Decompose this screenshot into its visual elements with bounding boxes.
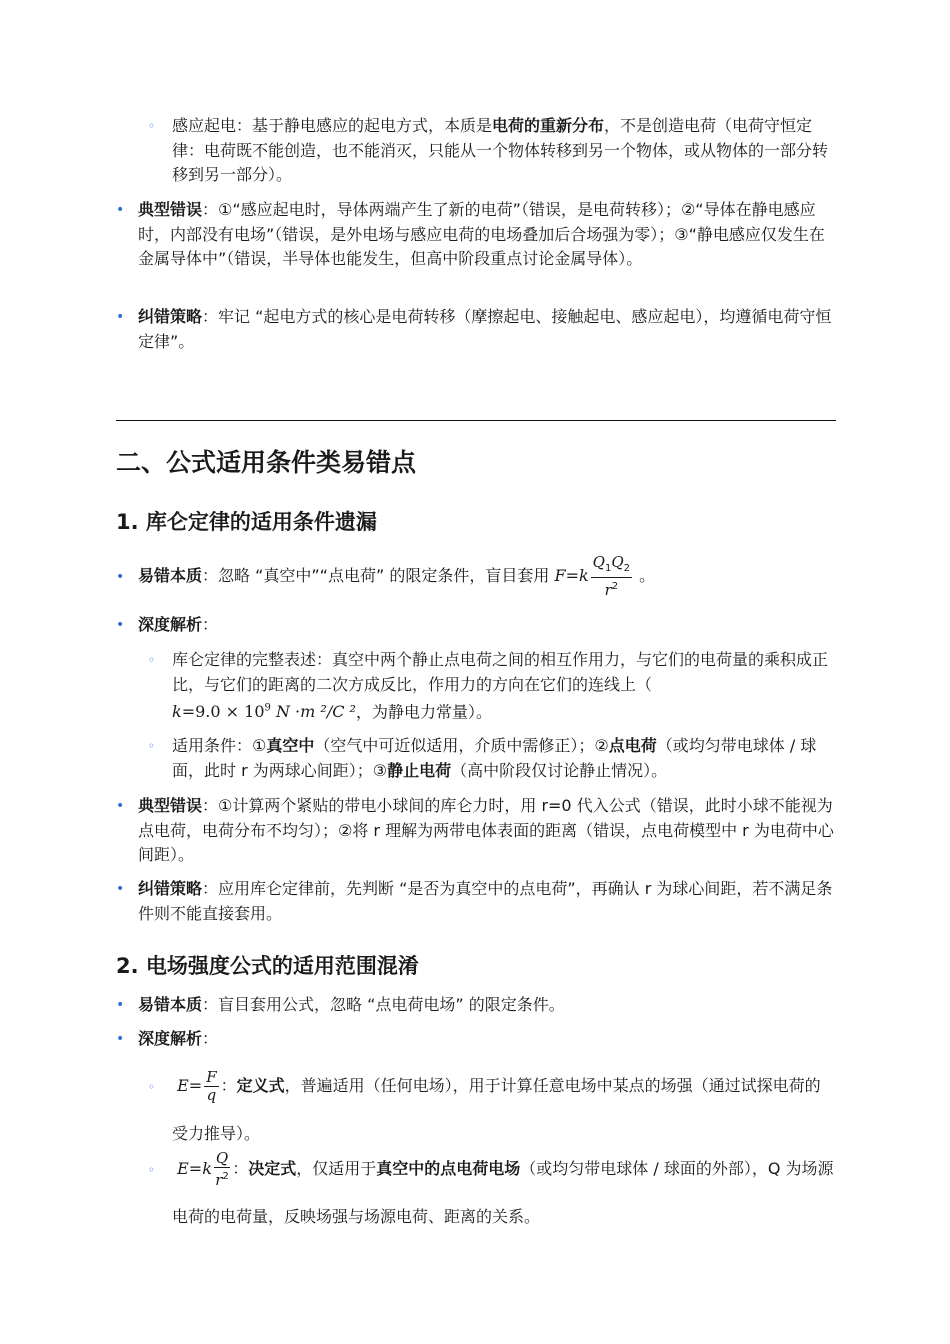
section-title: 二、公式适用条件类易错点 <box>116 448 417 477</box>
list-item-analysis-1: 深度解析： <box>138 615 219 634</box>
subsection-title-field-strength: 2. 电场强度公式的适用范围混淆 <box>116 954 419 978</box>
coulomb-constant: $k=9.0 \times 10^9$ N ·m ²/C ² <box>172 702 356 722</box>
bullet: • <box>116 309 125 325</box>
sub-bullet: ◦ <box>148 119 156 133</box>
bullet: • <box>116 202 125 218</box>
bullet: • <box>116 1031 125 1047</box>
formula-e-kq-r2: E=k $\frac{Q}{r^2}$ <box>177 1149 229 1189</box>
bullet: • <box>116 881 125 897</box>
bullet: • <box>116 617 125 633</box>
section-divider <box>116 420 836 421</box>
bullet: • <box>116 798 125 814</box>
list-item-decision-formula: E=k $\frac{Q}{r^2}$ ：决定式，仅适用于真空中的点电荷电场（或均匀带电球体 / 球面的外部），Q 为场源电荷的电荷量，反映场强与场源电荷、距离的关系。 <box>172 1149 834 1226</box>
list-item-strategy-2: 纠错策略：应用库仑定律前，先判断 “是否为真空中的点电荷”，再确认 r 为球心间距，若不满足条件则不能直接套用。 <box>138 879 833 923</box>
formula-e-f-q: E= $\frac{F}{q}$ <box>177 1068 217 1104</box>
list-item-coulomb-statement: 库仑定律的完整表述：真空中两个静止点电荷之间的相互作用力，与它们的电荷量的乘积成正比，与它们的距离的二次方成反比，作用力的方向在它们的连线上（ $k=9.0 \times 10^9$ N ·m ²/C ²，为静电力常量）。 <box>172 650 829 722</box>
list-item-definition-formula: E= $\frac{F}{q}$ ：定义式，普遍适用（任何电场），用于计算任意电场中某点的场强（通过试探电荷的受力推导）。 <box>172 1068 821 1143</box>
list-item-conditions: 适用条件：①真空中（空气中可近似适用，介质中需修正）；②点电荷（或均匀带电球体 / 球面，此时 r 为两球心间距）；③静止电荷（高中阶段仅讨论静止情况）。 <box>172 736 817 780</box>
sub-bullet: ◦ <box>148 739 156 753</box>
list-item-essence-1: 易错本质：忽略 “真空中”“点电荷” 的限定条件，盲目套用 F=k $\frac{Q_1Q_2}{r^2}$ 。 <box>138 553 656 599</box>
subsection-title-coulomb: 1. 库仑定律的适用条件遗漏 <box>116 510 377 534</box>
list-item-typical-error-1: 典型错误：①“感应起电时，导体两端产生了新的电荷”（错误，是电荷转移）；②“导体在静电感应时，内部没有电场”（错误，是外电场与感应电荷的电场叠加后合场强为零）；③“静电感应仅发生在金属导体中”（错误，半导体也能发生，但高中阶段重点讨论金属导体）。 <box>138 200 825 268</box>
list-item-strategy-1: 纠错策略：牢记 “起电方式的核心是电荷转移（摩擦起电、接触起电、感应起电），均遵循电荷守恒定律”。 <box>138 307 832 351</box>
list-item-analysis-2: 深度解析： <box>138 1029 219 1048</box>
list-item-typical-error-2: 典型错误：①计算两个紧贴的带电小球间的库仑力时，用 r=0 代入公式（错误，此时小球不能视为点电荷，电荷分布不均匀）；②将 r 理解为两带电体表面的距离（错误，点电荷模型中 r 为电荷中心间距）。 <box>138 796 834 864</box>
list-item-essence-2: 易错本质：盲目套用公式，忽略 “点电荷电场” 的限定条件。 <box>138 995 565 1014</box>
sub-bullet: ◦ <box>148 1163 156 1177</box>
sub-bullet: ◦ <box>148 1080 156 1094</box>
sub-bullet: ◦ <box>148 653 156 667</box>
coulomb-formula: F=k $\frac{Q_1Q_2}{r^2}$ <box>554 553 631 599</box>
list-item-induction: 感应起电：基于静电感应的起电方式，本质是电荷的重新分布，不是创造电荷（电荷守恒定律：电荷既不能创造，也不能消灭，只能从一个物体转移到另一个物体，或从物体的一部分转移到另一部分）。 <box>172 116 829 184</box>
bullet: • <box>116 569 125 585</box>
bullet: • <box>116 997 125 1013</box>
